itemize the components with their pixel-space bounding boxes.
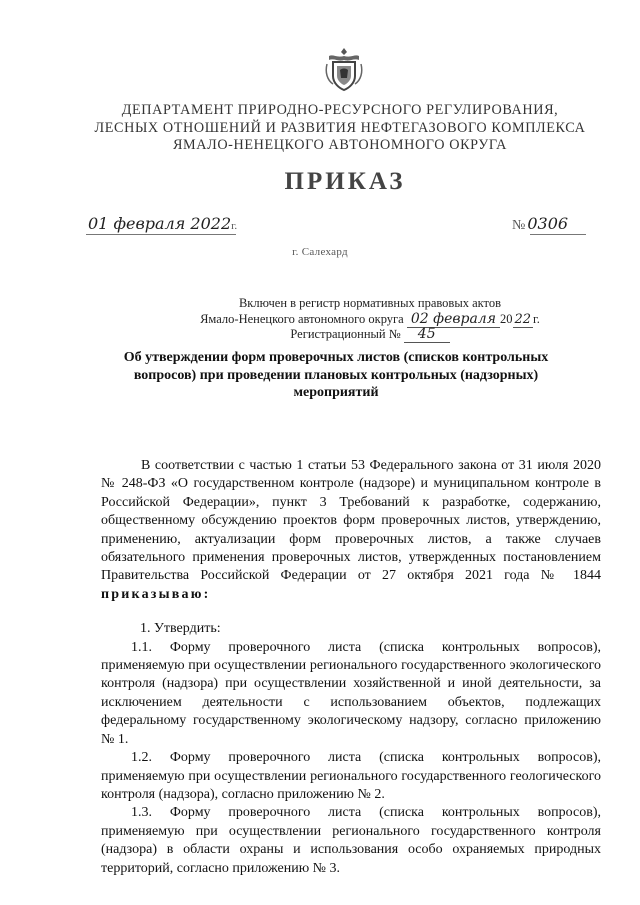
order-number [512,214,568,234]
document-subject: Об утверждении форм проверочных листов (списков контрольных вопросов) при проведении плановых контрольных (надзорных) мероприятий [123,350,549,400]
department-line-3: ЯМАЛО-НЕНЕЦКОГО АВТОНОМНОГО ОКРУГА [172,137,508,153]
order-number-label: № [512,218,526,233]
registry-number-handwritten: 45 [404,326,450,343]
registry-year-suffix: г. [533,311,540,326]
document-title: ПРИКАЗ [284,168,406,195]
order-date [88,214,237,234]
order-date-handwritten: 01 февраля 2022 [88,214,232,233]
preamble-text: В соответствии с частью 1 статьи 53 Федерального закона от 31 июля 2020 № 248-ФЗ «О государственном контроле (надзоре) и муниципальном контроле в Российской Федерации», пункт 3 Требований к разработке, содержанию, общественному обсуждению проектов форм проверочных листов, утверждению, применению, актуализации форм проверочных листов, а также случаев обязательного применения проверочных листов, утвержденных постановлением Правительства Российской Федерации от 27 октября 2021 года № 1844 [101,458,601,584]
department-line-2: ЛЕСНЫХ ОТНОШЕНИЙ И РАЗВИТИЯ НЕФТЕГАЗОВОГО КОМПЛЕКСА [94,119,586,136]
department-name [60,102,620,155]
order-date-suffix: г. [231,220,238,232]
coat-of-arms-icon [323,46,365,92]
department-line-1: ДЕПАРТАМЕНТ ПРИРОДНО-РЕСУРСНОГО РЕГУЛИРОВАНИЯ, [121,102,559,118]
item-1-1: 1.1. Форму проверочного листа (списка контрольных вопросов), применяемую при осуществлении регионального государственного экологического контроля (надзора) при осуществлении хозяйственной и иной деятельности, за исключением деятельности с использованием объектов, подлежащих федеральному государственному экологическому надзору, согласно приложению № 1. [101,639,601,747]
item-1-3: 1.3. Форму проверочного листа (списка контрольных вопросов), применяемую при осуществлении регионального государственного контроля (надзора) в области охраны и использования особо охраняемых природных территорий, согласно приложению № 3. [101,805,601,876]
registry-line-2-prefix: Ямало-Ненецкого автономного округа [200,311,404,326]
document-body [101,457,601,878]
registry-year-handwritten: 22 [514,311,532,327]
preamble-paragraph [101,457,601,604]
registry-stamp [160,296,580,343]
date-underline [86,234,236,235]
number-underline [530,234,586,235]
item-1-2: 1.2. Форму проверочного листа (списка контрольных вопросов), применяемую при осуществлении регионального государственного геологического контроля (надзора), согласно приложению № 2. [101,750,601,802]
registry-year-prefix: 20 [500,311,513,326]
registry-line-2 [160,312,580,328]
registry-line-3 [160,327,580,343]
item-1: 1. Утвердить: [140,621,221,637]
registry-date-handwritten: 02 февраля [407,311,500,328]
registry-number-label: Регистрационный № [290,327,401,341]
registry-line-1: Включен в регистр нормативных правовых актов [238,296,502,310]
order-word: приказываю: [101,586,211,602]
order-number-handwritten: 0306 [527,214,569,233]
order-city: г. Салехард [292,246,348,258]
